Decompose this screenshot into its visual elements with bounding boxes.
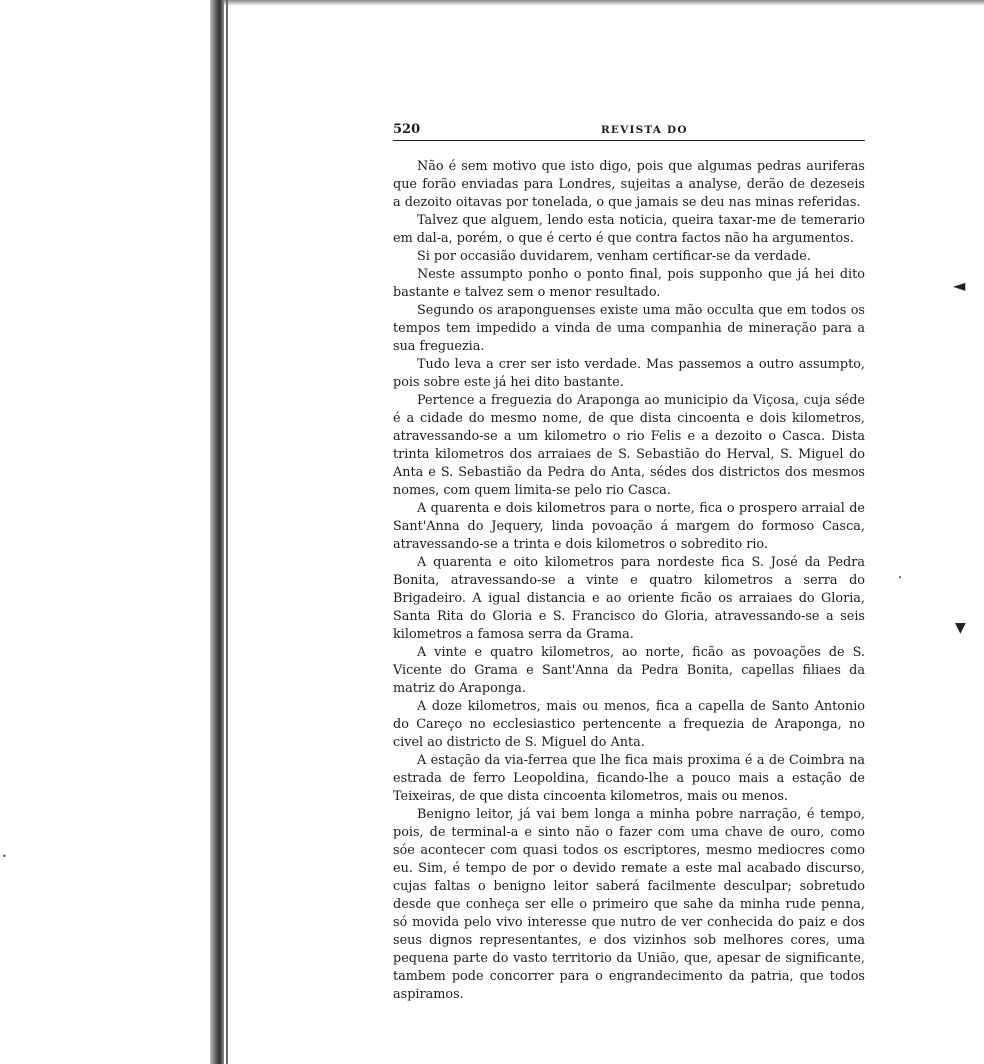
margin-pointer-mark-icon: ▼ <box>955 620 966 636</box>
paragraph: Benigno leitor, já vai bem longa a minha pobre narração, é tempo, pois, de terminal-a e sinto não o fazer com uma chave de ouro, como sóe acontecer com quasi todos os escriptores, mesmo mediocres como eu. Sim, é tempo de por o devido remate a este mal acabado discurso, cujas faltas o benigno leitor saberá facilmente desculpar; sobretudo desde que conheça ser elle o primeiro que sahe da minha rude penna, só movida pelo vivo interesse que nutro de ver conhecida do paiz e dos seus dignos representantes, e dos vizinhos sob melhores cores, uma pequena parte do vasto territorio da União, que, apesar de significante, tambem pode concorrer para o engrandecimento da patria, que todos aspiramos. <box>393 807 865 1002</box>
scan-speck-icon: • <box>2 852 7 861</box>
page-header <box>393 122 865 140</box>
book-binding-edge <box>226 0 228 1064</box>
page-number: 520 <box>393 122 421 137</box>
body-text <box>393 158 865 1004</box>
paragraph: A quarenta e oito kilometros para nordeste fica S. José da Pedra Bonita, atravessando-se a vinte e quatro kilometros a serra do Brigadeiro. A igual distancia e ao oriente ficão os arraiaes do Gloria, Santa Rita do Gloria e S. Francisco do Gloria, atravessando-se a seis kilometros a famosa serra da Grama. <box>393 555 865 642</box>
paragraph: Neste assumpto ponho o ponto final, pois supponho que já hei dito bastante e talvez sem o menor resultado. <box>393 267 865 300</box>
margin-pointer-mark-icon: ◄ <box>953 276 966 295</box>
running-title: REVISTA DO <box>601 124 688 136</box>
paragraph: Pertence a freguezia do Araponga ao municipio da Viçosa, cuja séde é a cidade do mesmo nome, de que dista cincoenta e dois kilometros, atravessando-se a um kilometro o rio Felis e a dezoito o Casca. Dista trinta kilometros dos arraiaes de S. Sebastião do Herval, S. Miguel do Anta e S. Sebastião da Pedra do Anta, sédes dos districtos dos mesmos nomes, com quem limita-se pelo rio Casca. <box>393 393 865 498</box>
paragraph: Tudo leva a crer ser isto verdade. Mas passemos a outro assumpto, pois sobre este já hei dito bastante. <box>393 357 865 390</box>
paragraph: A quarenta e dois kilometros para o norte, fica o prospero arraial de Sant'Anna do Jequery, linda povoação á margem do formoso Casca, atravessando-se a trinta e dois kilometros o sobredito rio. <box>393 501 865 552</box>
paragraph: A vinte e quatro kilometros, ao norte, ficão as povoações de S. Vicente do Grama e Sant'Anna da Pedra Bonita, capellas filiaes da matriz do Araponga. <box>393 645 865 696</box>
paragraph: Talvez que alguem, lendo esta noticia, queira taxar-me de temerario em dal-a, porém, o que é certo é que contra factos não ha argumentos. <box>393 213 865 246</box>
scan-speck-icon: • <box>898 574 903 582</box>
paragraph: A estação da via-ferrea que lhe fica mais proxima é a de Coimbra na estrada de ferro Leopoldina, ficando-lhe a pouco mais a estação de Teixeiras, de que dista cincoenta kilometros, mais ou menos. <box>393 753 865 804</box>
header-rule <box>393 140 865 141</box>
paragraph: Segundo os araponguenses existe uma mão occulta que em todos os tempos tem impedido a vinda de uma companhia de mineração para a sua freguezia. <box>393 303 865 354</box>
paragraph: Não é sem motivo que isto digo, pois que algumas pedras auriferas que forão enviadas para Londres, sujeitas a analyse, derão de dezeseis a dezoito oitavas por tonelada, o que jamais se deu nas minas referidas. <box>393 159 865 210</box>
scan-top-edge <box>224 0 984 6</box>
paragraph: Si por occasião duvidarem, venham certificar-se da verdade. <box>417 249 811 264</box>
paragraph: A doze kilometros, mais ou menos, fica a capella de Santo Antonio do Careço no ecclesiastico pertencente a frequezia de Araponga, no civel ao districto de S. Miguel do Anta. <box>393 699 865 750</box>
book-binding-gutter <box>210 0 224 1064</box>
